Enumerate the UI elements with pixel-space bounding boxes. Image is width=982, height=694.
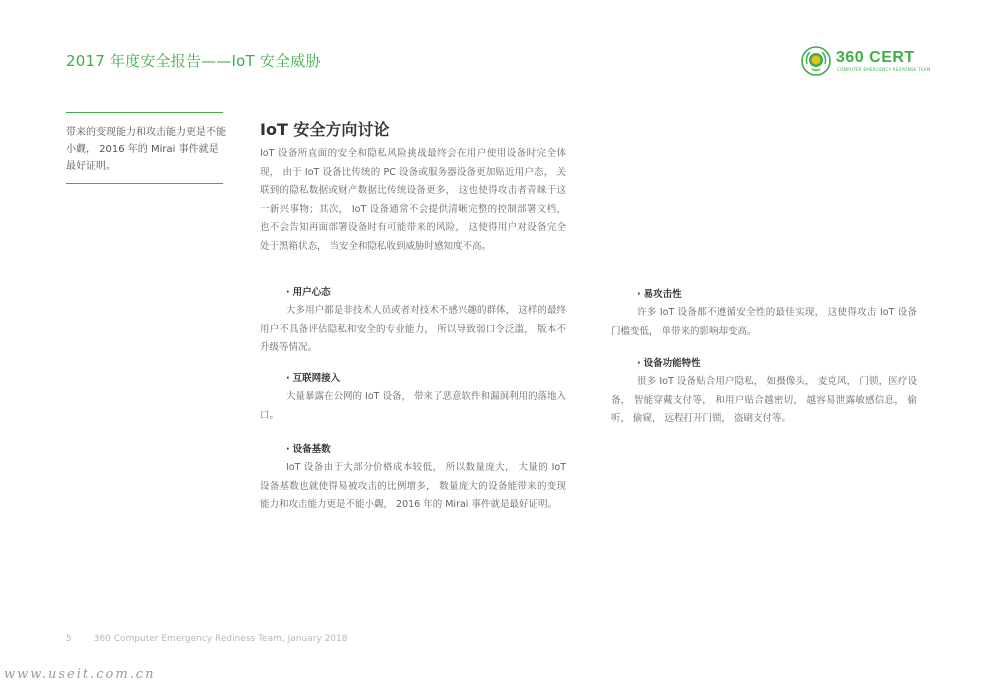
section-vulnerability <box>611 286 917 341</box>
bullet-dot: · <box>286 444 290 455</box>
footer-text: 360 Computer Emergency Rediness Team, January 2018 <box>93 634 348 644</box>
emblem-icon <box>801 46 831 76</box>
bullet-dot: · <box>637 289 641 300</box>
page-number: 5 <box>66 634 72 644</box>
section-title: 设备基数 <box>292 444 331 455</box>
page-footer <box>66 634 347 644</box>
sidebar-bottom-rule <box>66 183 223 184</box>
logo-text: 360 CERT <box>836 49 915 66</box>
section-internet-access <box>260 370 566 425</box>
bullet-dot: · <box>286 373 290 384</box>
site-watermark: www.useit.com.cn <box>4 667 156 682</box>
report-title: 2017 年度安全报告——IoT 安全威胁 <box>66 52 321 70</box>
sidebar-top-rule <box>66 112 223 113</box>
section-user-mindset <box>260 284 566 358</box>
logo-subtitle: COMPUTER EMERGENCY RESPONSE TEAM <box>837 67 931 72</box>
section-body: IoT 设备由于大部分价格成本较低， 所以数量庞大， 大量的 IoT 设备基数也就使得易被攻击的比例增多， 数量庞大的设备能带来的变现能力和攻击能力更是不能小觑， 2016 年的 Mirai 事件就是最好证明。 <box>260 462 566 510</box>
sidebar-pull-quote: 带来的变现能力和攻击能力更是不能小觑， 2016 年的 Mirai 事件就是最好证明。 <box>66 127 226 172</box>
section-title: 易攻击性 <box>643 289 682 300</box>
bullet-dot: · <box>637 358 641 369</box>
section-body: 很多 IoT 设备贴合用户隐私， 如摄像头， 麦克风， 门锁，医疗设备， 智能穿戴支付等， 和用户贴合越密切， 越容易泄露敏感信息， 偷听， 偷窥， 远程打开门锁， 盗刷支付等。 <box>611 376 917 424</box>
section-heading: IoT 安全方向讨论 <box>260 120 390 139</box>
section-title: 设备功能特性 <box>643 358 701 369</box>
section-title: 用户心态 <box>292 287 331 298</box>
bullet-dot: · <box>286 287 290 298</box>
intro-paragraph: IoT 设备所直面的安全和隐私风险挑战最终会在用户使用设备时完全体现， 由于 IoT 设备比传统的 PC 设备或服务器设备更加贴近用户态， 关联到的隐私数据或财产数据比传统设备更多， 这也使得攻击者青睐于这一新兴事物；其次， IoT 设备通常不会提供清晰完整的控制部署文档， 也不会告知再面部署设备时有可能带来的风险， 这使得用户对设备完全处于黑箱状态， 当安全和隐私收到威胁时感知度不高。 <box>260 148 566 252</box>
section-body: 大多用户都是非技术人员或者对技术不感兴趣的群体， 这样的最终用户不具备评估隐私和安全的专业能力， 所以导致弱口令泛滥， 版本不升级等情况。 <box>260 305 566 353</box>
section-device-features <box>611 355 917 429</box>
section-device-base <box>260 441 566 515</box>
section-body: 大量暴露在公网的 IoT 设备， 带来了恶意软件和漏洞利用的落地入口。 <box>260 391 566 421</box>
logo-360cert <box>801 46 931 76</box>
section-body: 许多 IoT 设备都不遵循安全性的最佳实现， 这使得攻击 IoT 设备门槛变低， 单带来的影响却变高。 <box>611 307 917 337</box>
section-title: 互联网接入 <box>292 373 341 384</box>
